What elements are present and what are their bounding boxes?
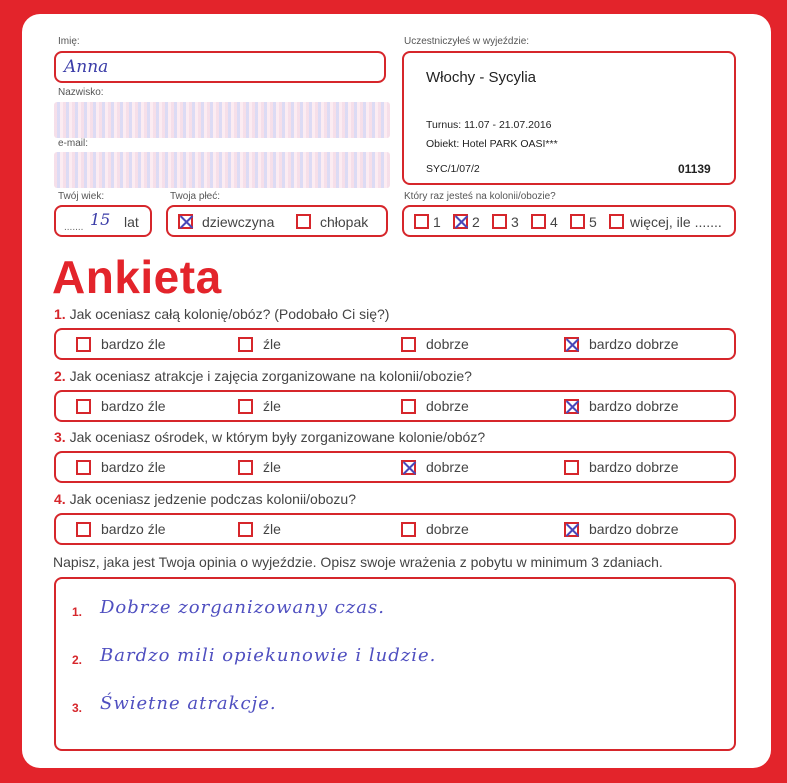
plec-dziewczyna-checkbox[interactable]: [178, 214, 193, 229]
ktory-raz-wiecej-label: więcej, ile .......: [630, 214, 722, 230]
question-2-rating: [54, 390, 736, 422]
rating-label: źle: [263, 521, 281, 537]
wiek-unit: lat: [124, 214, 139, 230]
rating-label: bardzo dobrze: [589, 336, 679, 352]
rating-label: bardzo źle: [101, 336, 166, 352]
wiek-dots: .......: [64, 222, 84, 233]
rating-checkbox[interactable]: [238, 522, 253, 537]
rating-label: dobrze: [426, 398, 469, 414]
nazwisko-label: Nazwisko:: [58, 87, 104, 98]
rating-checkbox[interactable]: [401, 460, 416, 475]
rating-label: dobrze: [426, 521, 469, 537]
plec-chlopak-checkbox[interactable]: [296, 214, 311, 229]
wiek-label: Twój wiek:: [58, 191, 105, 202]
question-text: Jak oceniasz atrakcje i zajęcia zorganizowane na kolonii/obozie?: [69, 368, 472, 384]
form-sheet: [22, 14, 771, 768]
question-number: 1.: [54, 306, 66, 322]
ktory-raz-wiecej-checkbox[interactable]: [609, 214, 624, 229]
question-text: Jak oceniasz jedzenie podczas kolonii/obozu?: [69, 491, 356, 507]
opinion-box[interactable]: [54, 577, 736, 751]
plec-chlopak-label: chłopak: [320, 214, 369, 230]
opinion-line-number: 3.: [72, 701, 83, 715]
ktory-raz-3-checkbox[interactable]: [492, 214, 507, 229]
question-4: [54, 491, 356, 507]
trip-info-box: [402, 51, 736, 185]
rating-label: bardzo dobrze: [589, 398, 679, 414]
question-3: [54, 429, 485, 445]
ktory-raz-field: [402, 205, 736, 237]
form-title: Ankieta: [52, 251, 222, 303]
plec-dziewczyna-label: dziewczyna: [202, 214, 275, 230]
question-1-rating: [54, 328, 736, 360]
rating-checkbox[interactable]: [238, 399, 253, 414]
imie-field[interactable]: [54, 51, 386, 83]
ktory-raz-1-label: 1: [433, 214, 441, 230]
wiek-field[interactable]: [54, 205, 152, 237]
ktory-raz-1-checkbox[interactable]: [414, 214, 429, 229]
rating-label: źle: [263, 398, 281, 414]
question-text: Jak oceniasz całą kolonię/obóz? (Podobało Ci się?): [69, 306, 390, 322]
rating-checkbox[interactable]: [401, 399, 416, 414]
rating-checkbox[interactable]: [76, 460, 91, 475]
rating-label: bardzo dobrze: [589, 459, 679, 475]
rating-label: bardzo dobrze: [589, 521, 679, 537]
rating-checkbox[interactable]: [76, 399, 91, 414]
opinion-line-number: 2.: [72, 653, 83, 667]
trip-turnus: Turnus: 11.07 - 21.07.2016: [426, 119, 552, 131]
plec-field: [166, 205, 388, 237]
rating-checkbox[interactable]: [564, 522, 579, 537]
imie-value: Anna: [64, 57, 109, 77]
opinion-line-text: Świetne atrakcje.: [100, 693, 277, 714]
rating-checkbox[interactable]: [238, 337, 253, 352]
rating-checkbox[interactable]: [564, 337, 579, 352]
imie-label: Imię:: [58, 36, 80, 47]
question-3-rating: [54, 451, 736, 483]
plec-label: Twoja płeć:: [170, 191, 221, 202]
email-redacted: [54, 152, 390, 188]
opinion-line-number: 1.: [72, 605, 83, 619]
email-label: e-mail:: [58, 138, 89, 149]
opinion-line-text: Bardzo mili opiekunowie i ludzie.: [100, 645, 437, 666]
question-2: [54, 368, 472, 384]
trip-destination: Włochy - Sycylia: [426, 69, 537, 86]
rating-label: bardzo źle: [101, 459, 166, 475]
question-number: 2.: [54, 368, 66, 384]
ktory-raz-5-checkbox[interactable]: [570, 214, 585, 229]
rating-label: dobrze: [426, 459, 469, 475]
rating-checkbox[interactable]: [76, 522, 91, 537]
opinion-line-text: Dobrze zorganizowany czas.: [100, 597, 385, 618]
uczestniczyles-label: Uczestniczyłeś w wyjeździe:: [404, 36, 530, 47]
rating-label: źle: [263, 459, 281, 475]
rating-checkbox[interactable]: [564, 460, 579, 475]
ktory-raz-3-label: 3: [511, 214, 519, 230]
rating-checkbox[interactable]: [76, 337, 91, 352]
question-1: [54, 306, 389, 322]
rating-checkbox[interactable]: [401, 522, 416, 537]
wiek-value: 15: [90, 210, 111, 229]
question-text: Jak oceniasz ośrodek, w którym były zorganizowane kolonie/obóz?: [69, 429, 486, 445]
ktory-raz-2-checkbox[interactable]: [453, 214, 468, 229]
trip-obiekt: Obiekt: Hotel PARK OASI***: [426, 138, 558, 150]
ktory-raz-4-label: 4: [550, 214, 558, 230]
ktory-raz-4-checkbox[interactable]: [531, 214, 546, 229]
rating-label: dobrze: [426, 336, 469, 352]
rating-checkbox[interactable]: [401, 337, 416, 352]
rating-label: bardzo źle: [101, 398, 166, 414]
rating-checkbox[interactable]: [564, 399, 579, 414]
rating-checkbox[interactable]: [238, 460, 253, 475]
opinion-prompt: Napisz, jaka jest Twoja opinia o wyjeździe. Opisz swoje wrażenia z pobytu w minimum 3 zdaniach.: [53, 554, 663, 570]
trip-number: 01139: [678, 162, 711, 176]
trip-code: SYC/1/07/2: [426, 163, 480, 175]
nazwisko-redacted: [54, 102, 390, 138]
question-number: 4.: [54, 491, 66, 507]
question-number: 3.: [54, 429, 66, 445]
ktory-raz-2-label: 2: [472, 214, 480, 230]
ktory-raz-label: Który raz jesteś na kolonii/obozie?: [404, 191, 556, 202]
ktory-raz-5-label: 5: [589, 214, 597, 230]
rating-label: bardzo źle: [101, 521, 166, 537]
rating-label: źle: [263, 336, 281, 352]
question-4-rating: [54, 513, 736, 545]
